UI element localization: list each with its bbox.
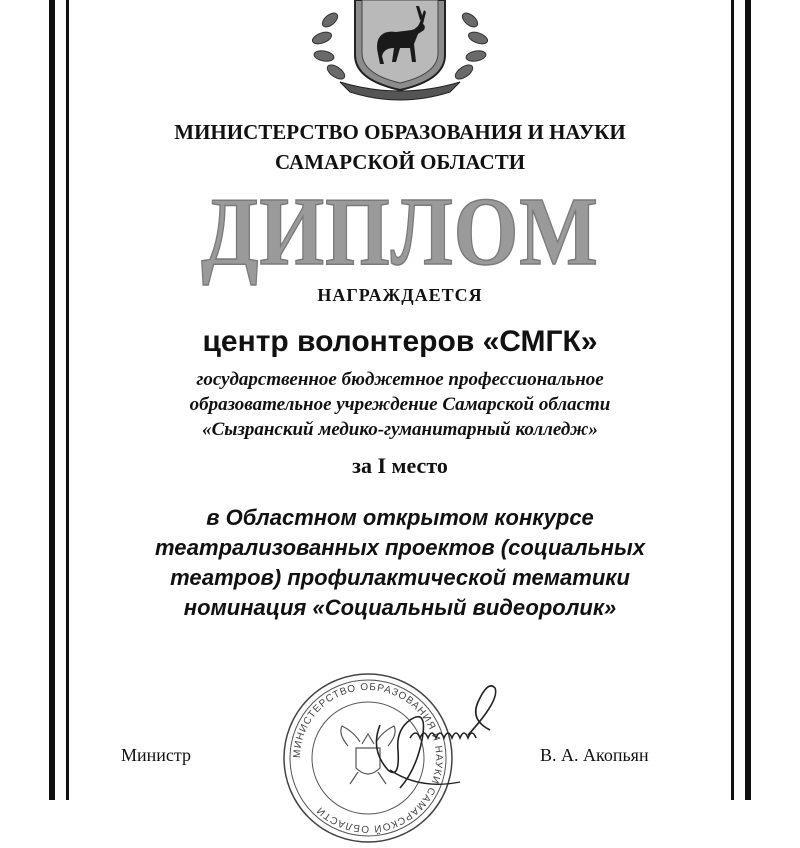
seal-ring-text: МИНИСТЕРСТВО ОБРАЗОВАНИЯ И НАУКИ САМАРСКОЙ ОБЛАСТИ (291, 681, 445, 835)
handwritten-signature (350, 680, 520, 800)
institution-line: образовательное учреждение Самарской области (189, 394, 611, 415)
frame-left-inner-line (66, 0, 69, 800)
recipient-name: центр волонтеров «СМГК» (202, 325, 598, 358)
institution-line: государственное бюджетное профессиональное (196, 369, 604, 390)
institution-description (80, 367, 720, 442)
frame-right-inner-line (731, 0, 734, 800)
frame-left-outer-line (49, 0, 55, 800)
frame-right-outer-line (745, 0, 751, 800)
contest-line: в Областном открытом конкурсе (206, 505, 594, 530)
awarded-label: НАГРАЖДАЕТСЯ (317, 285, 483, 305)
samara-coat-of-arms-icon (300, 0, 500, 100)
contest-line: театров) профилактической тематики (170, 565, 630, 590)
institution-line: «Сызранский медико-гуманитарный колледж» (202, 419, 598, 440)
ministry-line: САМАРСКОЙ ОБЛАСТИ (274, 150, 526, 174)
award-place: за I место (352, 453, 448, 478)
diploma-title: ДИПЛОМ (201, 178, 599, 286)
ministry-heading (80, 117, 720, 177)
contest-line: номинация «Социальный видеоролик» (183, 595, 617, 620)
ministry-line: МИНИСТЕРСТВО ОБРАЗОВАНИЯ И НАУКИ (174, 120, 626, 144)
signatory-position: Министр (121, 745, 191, 765)
signatory-name: В. А. Акопьян (540, 745, 649, 765)
contest-description (80, 503, 720, 623)
contest-line: театрализованных проектов (социальных (155, 535, 645, 560)
